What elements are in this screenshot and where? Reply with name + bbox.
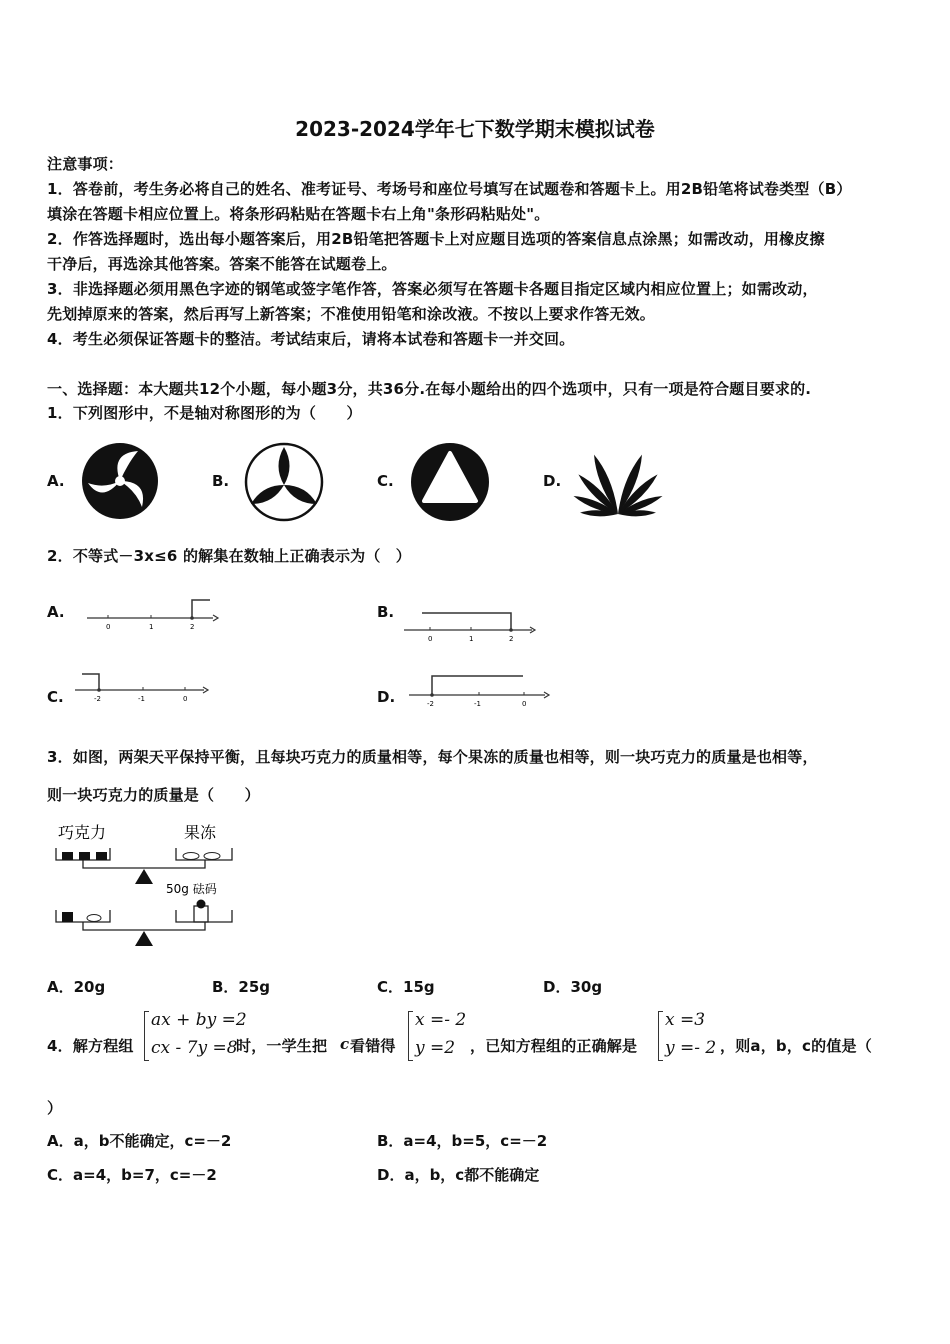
system-brace	[408, 1011, 413, 1061]
system-brace	[144, 1011, 149, 1061]
notice-line: 1．答卷前，考生务必将自己的姓名、准考证号、考场号和座位号填写在试题卷和答题卡上。用2B铅笔将试卷类型（B）	[47, 180, 852, 198]
q1-figure-petals	[573, 448, 663, 518]
question-3-stem-cont: 则一块巧克力的质量是（ ）	[47, 786, 260, 804]
weight-label: 50g 砝码	[166, 882, 217, 896]
notice-heading: 注意事项：	[47, 155, 124, 173]
equation-line: x =- 2	[415, 1010, 467, 1030]
equation-system-3	[665, 1009, 716, 1059]
q3-option-a: A．20g	[47, 978, 106, 996]
equation-line: y =- 2	[665, 1038, 717, 1058]
tick-label: 1	[149, 623, 154, 631]
q4-option-d: D．a，b，c都不能确定	[377, 1166, 540, 1184]
jelly-label: 果冻	[184, 823, 217, 842]
question-4-text: 看错得	[350, 1037, 396, 1055]
tick-label: 0	[183, 695, 188, 703]
equation-line: y =2	[415, 1038, 456, 1058]
q4-option-c: C．a=4，b=7，c=－2	[47, 1166, 217, 1184]
page-title: 2023-2024学年七下数学期末模拟试卷	[295, 117, 655, 141]
question-3-stem: 3．如图，两架天平保持平衡，且每块巧克力的质量相等，每个果冻的质量也相等，则一块巧克力的质量是也相等，	[47, 748, 818, 766]
q3-option-d: D．30g	[543, 978, 603, 996]
q1-option-d-label: D.	[543, 472, 562, 490]
tick-label: 2	[509, 635, 514, 643]
q1-figure-triangle-circle	[409, 441, 491, 523]
tick-label: -2	[427, 700, 434, 708]
q2-option-b-label: B.	[377, 603, 395, 621]
question-4-text: ，已知方程组的正确解是	[470, 1037, 638, 1055]
q2-number-line-c	[72, 670, 212, 710]
equation-system-2	[415, 1009, 466, 1059]
notice-line: 2．作答选择题时，选出每小题答案后，用2B铅笔把答题卡上对应题目选项的答案信息点涂黑；如需改动，用橡皮擦	[47, 230, 825, 248]
question-4-close: ）	[47, 1099, 63, 1117]
q2-number-line-b	[400, 605, 540, 645]
q3-option-c: C．15g	[377, 978, 435, 996]
tick-label: 1	[469, 635, 474, 643]
q1-option-b-label: B.	[212, 472, 230, 490]
question-1-stem: 1．下列图形中，不是轴对称图形的为（ ）	[47, 404, 362, 422]
question-2-stem: 2．不等式－3x≤6 的解集在数轴上正确表示为（ ）	[47, 547, 411, 565]
question-4-prefix: 4．解方程组	[47, 1037, 134, 1055]
equation-line: x =3	[665, 1010, 706, 1030]
tick-label: 0	[106, 623, 111, 631]
tick-label: 2	[190, 623, 195, 631]
q4-option-b: B．a=4，b=5，c=－2	[377, 1132, 548, 1150]
q1-option-c-label: C.	[377, 472, 394, 490]
q2-option-d-label: D.	[377, 688, 396, 706]
tick-label: 0	[428, 635, 433, 643]
q2-number-line-a	[85, 595, 225, 635]
q1-option-a-label: A.	[47, 472, 65, 490]
tick-label: -2	[94, 695, 101, 703]
equation-line: ax + by =2	[151, 1010, 247, 1030]
q2-option-c-label: C.	[47, 688, 64, 706]
equation-line: cx - 7y =8	[151, 1038, 238, 1058]
q1-figure-three-leaves	[243, 441, 325, 523]
notice-line: 先划掉原来的答案，然后再写上新答案；不准使用铅笔和涂改液。不按以上要求作答无效。	[47, 305, 656, 323]
notice-line: 填涂在答题卡相应位置上。将条形码粘贴在答题卡右上角"条形码粘贴处"。	[47, 205, 550, 223]
q2-option-a-label: A.	[47, 603, 65, 621]
notice-line: 干净后，再选涂其他答案。答案不能答在试题卷上。	[47, 255, 397, 273]
equation-system-1	[151, 1009, 247, 1059]
tick-label: 0	[522, 700, 527, 708]
variable-c: c	[340, 1035, 350, 1053]
q4-option-a: A．a，b不能确定，c=－2	[47, 1132, 232, 1150]
q3-option-b: B．25g	[212, 978, 271, 996]
q3-balance-figure	[50, 818, 250, 956]
tick-label: -1	[474, 700, 481, 708]
tick-label: -1	[138, 695, 145, 703]
q2-number-line-d	[405, 670, 555, 710]
q1-figure-swirl	[80, 441, 160, 521]
notice-line: 4．考生必须保证答题卡的整洁。考试结束后，请将本试卷和答题卡一并交回。	[47, 330, 575, 348]
section-heading: 一、选择题：本大题共12个小题，每小题3分，共36分.在每小题给出的四个选项中，只有一项是符合题目要求的.	[47, 380, 812, 398]
question-4-text: 时，一学生把	[236, 1037, 328, 1055]
chocolate-label: 巧克力	[58, 823, 107, 842]
question-4-text: ，则a，b，c的值是（	[720, 1037, 872, 1055]
system-brace	[658, 1011, 663, 1061]
notice-line: 3．非选择题必须用黑色字迹的钢笔或签字笔作答，答案必须写在答题卡各题目指定区域内相应位置上；如需改动，	[47, 280, 818, 298]
